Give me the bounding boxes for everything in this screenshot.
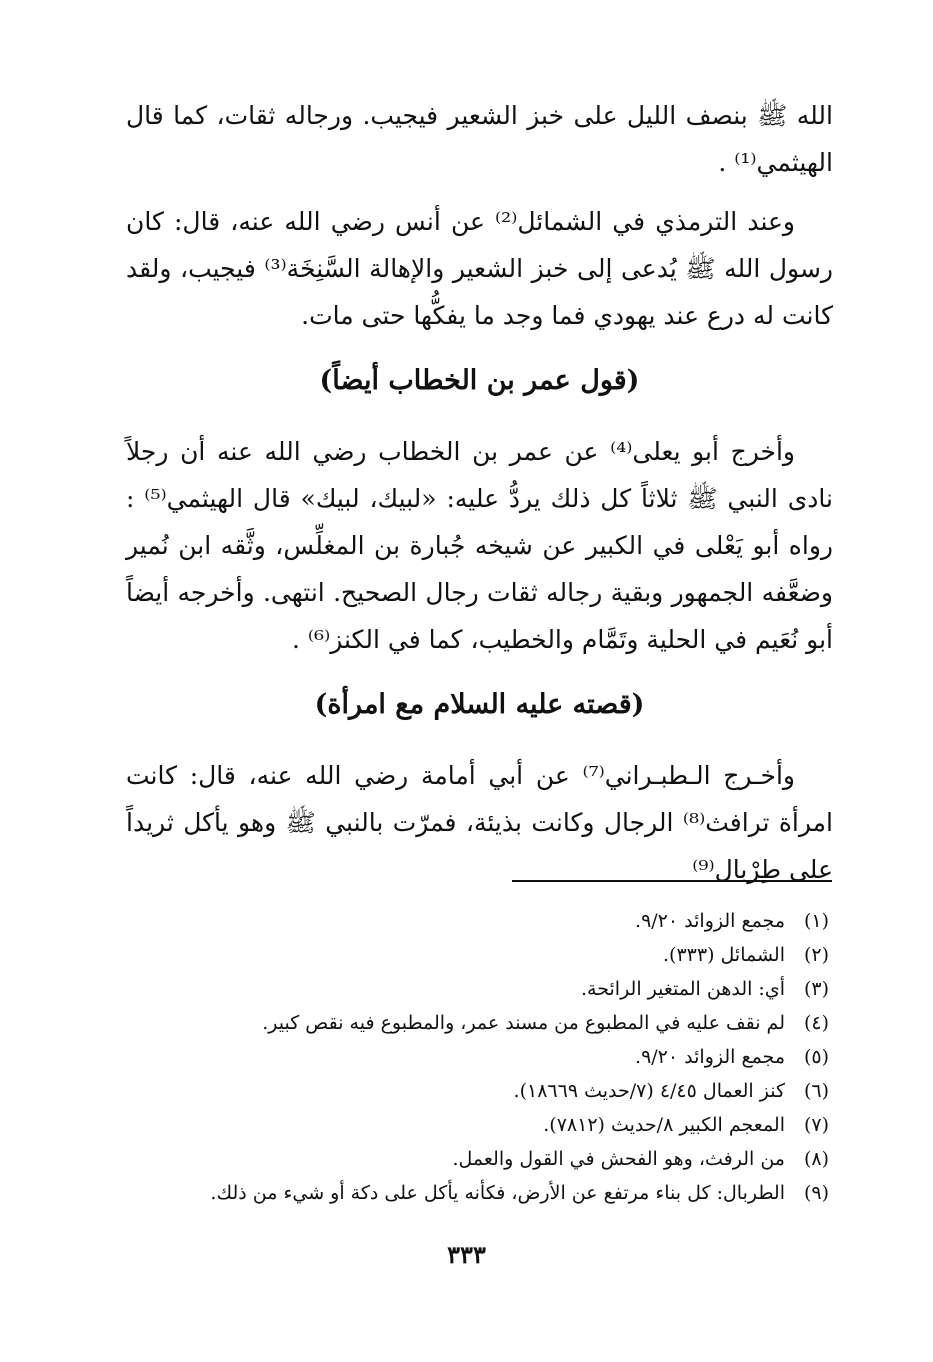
footnote-item [100,938,829,972]
footnote-item [100,1108,829,1142]
footnote-item [100,1176,829,1210]
footnote-item [100,1006,829,1040]
footnote-text: الشمائل (٣٣٣). [663,944,785,966]
footnote-number: (٨) [803,1148,829,1170]
paragraph-4: وأخـرج الـطبـراني⁽⁷⁾ عن أبي أمامة رضي الله عنه، قال: كانت امرأة ترافث⁽⁸⁾ الرجال وكانت بذيئة، فمرّت بالنبي ﷺ وهو يأكل ثريداً على طِرْبال⁽⁹⁾ [126,761,833,884]
paragraph-2: وعند الترمذي في الشمائل⁽²⁾ عن أنس رضي الله عنه، قال: كان رسول الله ﷺ يُدعى إلى خبز الشعير والإهالة السَّنِخَة⁽³⁾ فيجيب، ولقد كانت له درع عند يهودي فما وجد ما يفكُّها حتى مات. [126,207,833,330]
paragraph-1: الله ﷺ بنصف الليل على خبز الشعير فيجيب. ورجاله ثقات، كما قال الهيثمي⁽¹⁾ . [126,101,833,177]
footnote-text: الطربال: كل بناء مرتفع عن الأرض، فكأنه يأكل على دكة أو شيء من ذلك. [210,1182,785,1204]
footnote-text: كنز العمال ٤/٤٥ (٧/حديث ١٨٦٦٩). [513,1080,785,1102]
section-heading-woman: (قصته عليه السلام مع امرأة) [314,689,645,720]
footnote-number: (٧) [803,1114,829,1136]
footnote-item [100,1040,829,1074]
footnote-text: مجمع الزوائد ٩/٢٠. [635,910,785,932]
footnote-text: أي: الدهن المتغير الرائحة. [581,978,785,1000]
footnote-number: (٩) [803,1182,829,1204]
footnote-text: لم نقف عليه في المطبوع من مسند عمر، والمطبوع فيه نقص كبير. [262,1012,785,1034]
footnote-number: (١) [803,910,829,932]
footnote-item [100,972,829,1006]
footnote-item [100,904,829,938]
footnotes-list [100,904,829,1210]
footnote-number: (٢) [803,944,829,966]
footnote-item [100,1142,829,1176]
footnote-number: (٦) [803,1080,829,1102]
paragraph-3: وأخرج أبو يعلى⁽⁴⁾ عن عمر بن الخطاب رضي الله عنه أن رجلاً نادى النبي ﷺ ثلاثاً كل ذلك يردُّ عليه: «لبيك، لبيك» قال الهيثمي⁽⁵⁾ : رواه أبو يَعْلى في الكبير عن شيخه جُبارة بن المغلِّس، وثَّقه ابن نُمير وضعَّفه الجمهور وبقية رجاله ثقات رجال الصحيح. انتهى. وأخرجه أيضاً أبو نُعَيم في الحلية وتَمَّام والخطيب، كما في الكنز⁽⁶⁾ . [126,437,834,654]
section-heading-umar: (قول عمر بن الخطاب أيضاً) [319,365,640,396]
footnote-separator [512,880,832,882]
footnote-number: (٥) [803,1046,829,1068]
footnote-text: المعجم الكبير ٨/حديث (٧٨١٢). [543,1114,785,1136]
footnote-text: مجمع الزوائد ٩/٢٠. [635,1046,785,1068]
footnote-item [100,1074,829,1108]
footnote-text: من الرفث، وهو الفحش في القول والعمل. [452,1148,785,1170]
footnote-number: (٣) [803,978,829,1000]
main-text [126,92,833,905]
footnote-number: (٤) [803,1012,829,1034]
page-number: ٣٣٣ [447,1240,486,1269]
